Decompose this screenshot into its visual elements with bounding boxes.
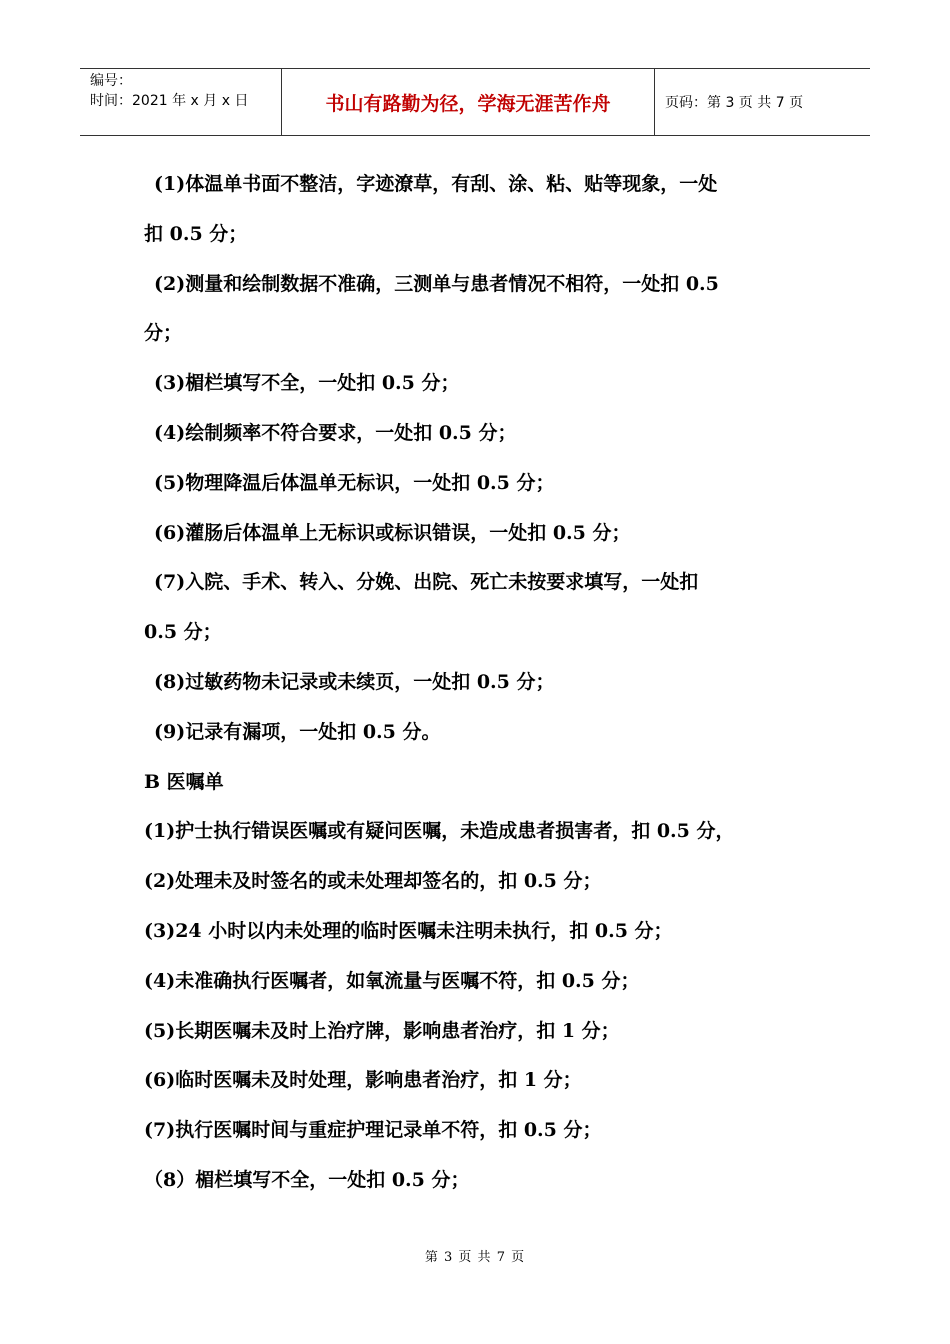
paragraph-line: (3)楣栏填写不全，一处扣 0.5 分； (154, 372, 460, 395)
paragraph-line: (6)临时医嘱未及时处理，影响患者治疗，扣 1 分； (144, 1069, 582, 1092)
paragraph-line: B 医嘱单 (144, 770, 224, 793)
paragraph-line: 分； (144, 322, 183, 345)
paragraph-line: (9)记录有漏项，一处扣 0.5 分。 (154, 720, 441, 743)
paragraph-line: (4)未准确执行医嘱者，如氧流量与医嘱不符，扣 0.5 分； (144, 969, 640, 992)
paragraph-line: 0.5 分； (144, 621, 222, 644)
paragraph-line: (1)护士执行错误医嘱或有疑问医嘱，未造成患者损害者，扣 0.5 分， (144, 820, 735, 843)
header-page-info: 页码：第 3 页 共 7 页 (665, 95, 804, 111)
paragraph-line: (8)过敏药物未记录或未续页，一处扣 0.5 分； (154, 670, 555, 693)
header-meta (80, 69, 282, 135)
paragraph-line: (7)入院、手术、转入、分娩、出院、死亡未按要求填写，一处扣 (154, 571, 699, 594)
paragraph-line: （8）楣栏填写不全，一处扣 0.5 分； (144, 1168, 470, 1191)
paragraph-line: (5)物理降温后体温单无标识，一处扣 0.5 分； (154, 471, 555, 494)
serial-number-label: 编号： (90, 73, 132, 89)
paragraph-line: 扣 0.5 分； (144, 222, 248, 245)
paragraph-line: (2)处理未及时签名的或未处理却签名的，扣 0.5 分； (144, 870, 602, 893)
page-header (80, 68, 870, 136)
paragraph-line: (2)测量和绘制数据不准确，三测单与患者情况不相符，一处扣 0.5 (154, 272, 719, 295)
paragraph-line: (4)绘制频率不符合要求，一处扣 0.5 分； (154, 421, 517, 444)
paragraph-line: (5)长期医嘱未及时上治疗牌，影响患者治疗，扣 1 分； (144, 1019, 620, 1042)
header-motto: 书山有路勤为径，学海无涯苦作舟 (282, 69, 655, 135)
paragraph-line: (3)24 小时以内未处理的临时医嘱未注明未执行，扣 0.5 分； (144, 919, 673, 942)
time-label: 时间：2021 年 x 月 x 日 (90, 93, 249, 109)
paragraph-line: (6)灌肠后体温单上无标识或标识错误，一处扣 0.5 分； (154, 521, 631, 544)
paragraph-line: (7)执行医嘱时间与重症护理记录单不符，扣 0.5 分； (144, 1119, 602, 1142)
page-footer: 第 3 页 共 7 页 (424, 1250, 526, 1265)
paragraph-line: (1)体温单书面不整洁，字迹潦草，有刮、涂、粘、贴等现象，一处 (154, 173, 718, 195)
document-body (144, 160, 824, 1206)
